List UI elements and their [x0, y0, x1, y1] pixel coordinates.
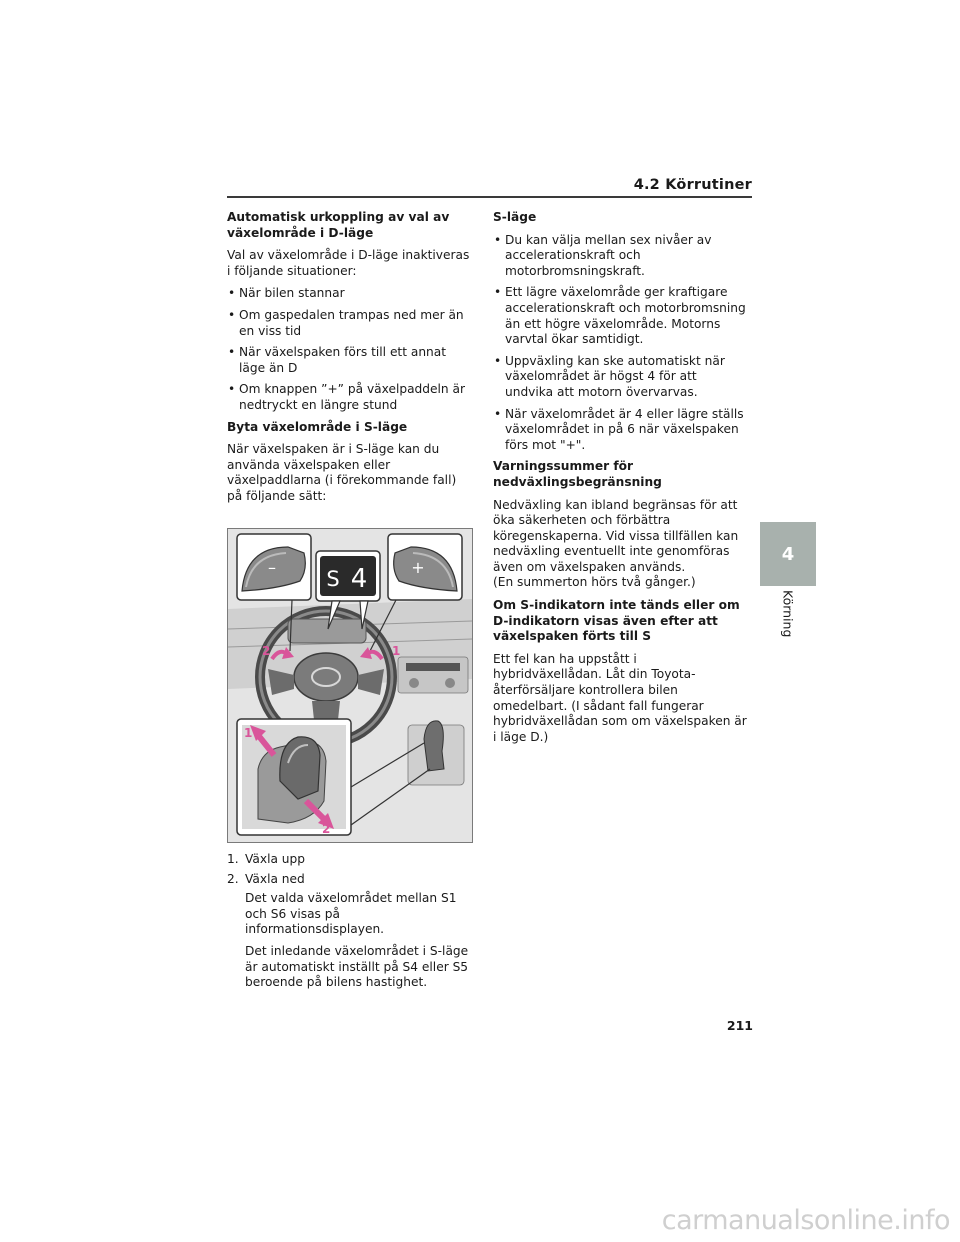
bullet-list: [227, 286, 472, 413]
watermark: carmanualsonline.info: [661, 1205, 950, 1236]
heading-s-mode: S-läge: [493, 210, 537, 224]
list-item: • Uppväxling kan ske automatiskt när växelområdet är högst 4 för att undvika att motorn övervarvas.: [493, 354, 748, 401]
chapter-tab: [760, 522, 816, 586]
legend-note: Det inledande växelområdet i S-läge är automatiskt inställt på S4 eller S5 beroende på bilens hastighet.: [245, 943, 469, 990]
header-divider: [227, 196, 752, 198]
right-column: [493, 210, 748, 752]
paragraph: Nedväxling kan ibland begränsas för att öka säkerheten och förbättra köregenskaperna. Vid vissa tillfällen kan nedväxling eventuellt inte genomföras även om växelspaken används.: [493, 497, 739, 574]
minus-symbol: –: [268, 558, 276, 577]
list-item: • När bilen stannar: [227, 286, 472, 302]
heading-change-range: Byta växelområde i S-läge: [227, 419, 408, 434]
figure-legend: [227, 852, 472, 997]
illustration-svg: [228, 529, 472, 842]
plus-symbol: +: [411, 558, 425, 577]
paragraph: När växelspaken är i S-läge kan du använda växelspaken eller växelpaddlarna (i förekommande fall) på följande sätt:: [227, 442, 457, 503]
heading-warning-buzzer: Varningssummer för nedväxlingsbegränsning: [493, 459, 662, 489]
legend-item: [227, 872, 472, 888]
legend-text: Växla upp: [245, 852, 305, 866]
plus-paddle-callout: [388, 534, 462, 600]
minus-paddle-callout: [237, 534, 311, 600]
gear-lever-callout: [237, 719, 351, 836]
list-item: • När växelområdet är 4 eller lägre ställs växelområdet in på 6 när växelspaken förs mot "+".: [493, 407, 748, 454]
paragraph: Ett fel kan ha uppstått i hybridväxellådan. Låt din Toyota-återförsäljare kontrollera bilen omedelbart. (I sådant fall fungerar hybridväxellådan som om växelspaken är i läge D.): [493, 651, 747, 744]
gear-number: 4: [350, 564, 368, 594]
list-item: • Du kan välja mellan sex nivåer av accelerationskraft och motorbromsningskraft.: [493, 233, 748, 280]
list-item: • Om knappen ”+” på växelpaddeln är nedtryckt en längre stund: [227, 382, 472, 413]
chapter-number: 4: [781, 543, 795, 565]
legend-number: 1.: [227, 852, 239, 866]
section-header: 4.2 Körrutiner: [633, 177, 752, 193]
paddle-shifter-illustration: [227, 528, 473, 843]
heading-auto-disengage: Automatisk urkoppling av val av växelområde i D-läge: [227, 210, 450, 240]
chapter-label: Körning: [780, 590, 796, 638]
legend-number: 2.: [227, 871, 239, 886]
callout-1-lever: 1: [244, 726, 253, 740]
legend-note: Det valda växelområdet mellan S1 och S6 visas på informationsdisplayen.: [245, 891, 457, 937]
list-item: • När växelspaken förs till ett annat läge än D: [227, 345, 472, 376]
s-letter: S: [326, 567, 340, 591]
list-item: • Om gaspedalen trampas ned mer än en viss tid: [227, 308, 472, 339]
callout-2-lever: 2: [322, 822, 331, 836]
heading-indicator-fault: Om S-indikatorn inte tänds eller om D-indikatorn visas även efter att växelspaken förts till S: [493, 598, 740, 644]
legend-text: Växla ned: [245, 871, 305, 886]
paragraph: (En summerton hörs två gånger.): [493, 575, 696, 590]
paragraph: Val av växelområde i D-läge inaktiveras i följande situationer:: [227, 248, 470, 278]
callout-2-paddle: 2: [262, 644, 271, 658]
page-number: 211: [726, 1018, 753, 1033]
legend-item: [227, 852, 472, 868]
list-item: • Ett lägre växelområde ger kraftigare accelerationskraft och motorbromsning än ett högre växelområde. Motorns varvtal ökar samtidigt.: [493, 285, 748, 347]
left-column: [227, 210, 472, 512]
callout-1-paddle: 1: [392, 644, 401, 658]
bullet-list: [493, 233, 748, 454]
